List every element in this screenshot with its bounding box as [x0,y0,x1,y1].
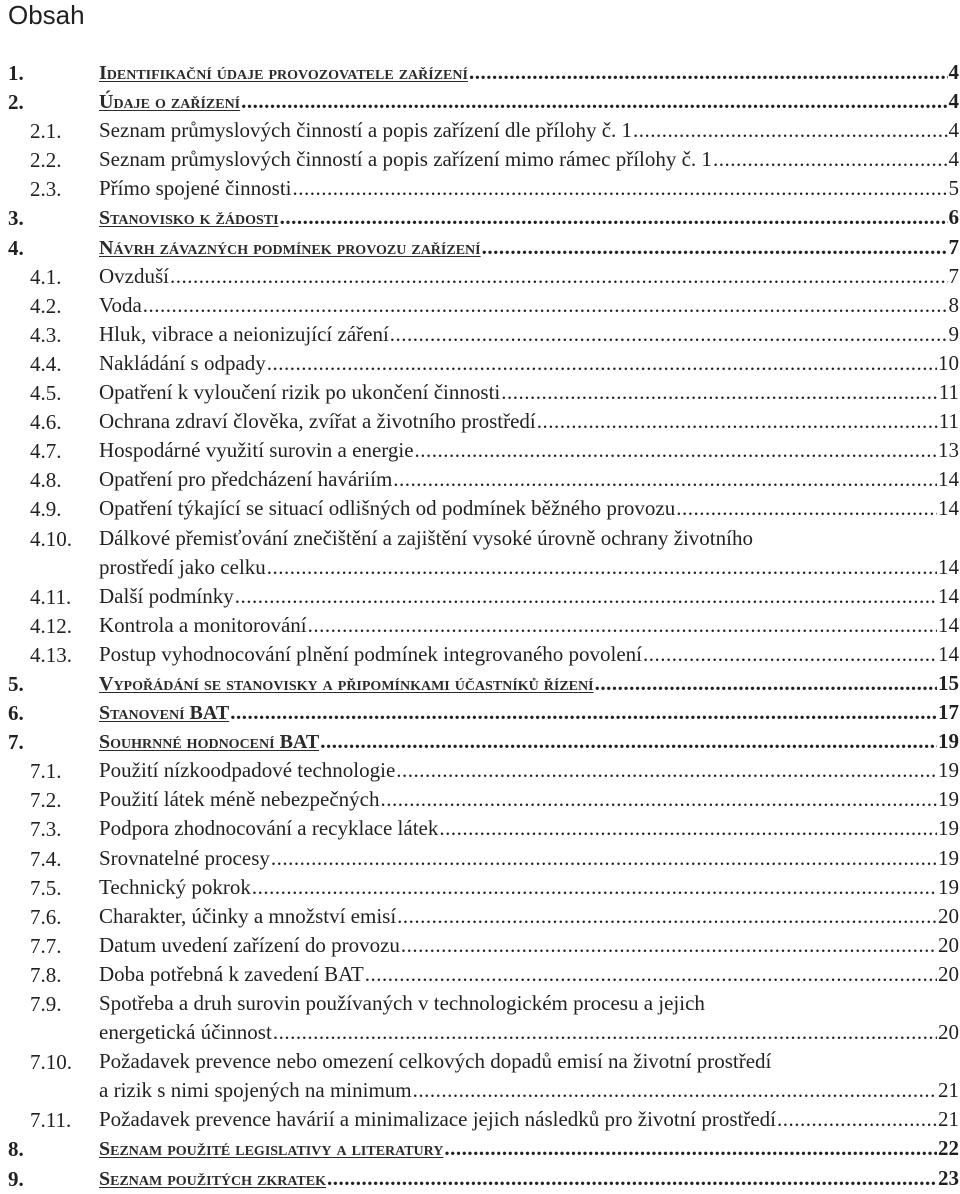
dot-leader [230,698,937,727]
toc-entry[interactable] [0,727,960,756]
toc-entry-number: 7.5. [30,875,62,900]
toc-entry-page: 4 [948,118,959,143]
toc-entry-number: 7.9. [30,992,62,1016]
toc-entry-page: 21 [938,1078,959,1103]
toc-entry-page: 15 [938,670,959,695]
toc-entry-page: 23 [938,1165,959,1190]
toc-entry-number: 7.1. [30,759,62,784]
toc-entry-page: 5 [948,176,959,201]
toc-entry[interactable] [0,320,960,349]
toc-entry[interactable] [0,989,960,1047]
toc-entry-title[interactable]: Technický pokrok [99,874,251,899]
toc-entry-number: 3. [8,206,24,231]
dot-leader [327,1164,937,1193]
toc-entry-number: 2.2. [30,148,62,173]
toc-entry[interactable] [0,1047,960,1105]
toc-entry[interactable] [0,87,960,116]
toc-entry-page: 19 [938,729,959,754]
toc-entry[interactable] [0,349,960,378]
dot-leader [320,727,937,756]
dot-leader [252,873,937,902]
dot-leader [396,756,937,785]
toc-entry-number: 4.12. [30,613,72,638]
toc-entry-page: 14 [938,554,959,579]
toc-entry-page: 14 [938,583,959,608]
toc-entry-title[interactable]: prostředí jako celku [99,554,266,579]
toc-entry-number: 4.11. [30,584,72,609]
toc-entry-title[interactable]: Opatření týkající se situací odlišných od podmínek běžného provozu [99,496,676,521]
toc-entry-page: 4 [948,147,959,172]
toc-entry[interactable] [0,58,960,87]
toc-entry-number: 7.10. [30,1050,72,1075]
toc-entry-title[interactable]: Ochrana zdraví člověka, zvířat a životního prostředí [99,409,536,434]
toc-entry-title[interactable]: Opatření k vyloučení rizik po ukončení činnosti [99,380,501,405]
toc-entry[interactable] [0,756,960,785]
toc-entry-number: 4.2. [30,293,62,318]
toc-entry-number: 4.7. [30,439,62,464]
toc-entry-number: 1. [8,61,24,85]
toc-entry-page: 14 [938,467,959,492]
dot-leader [235,582,937,611]
toc-entry-page: 6 [948,205,959,230]
toc-entry-page: 19 [938,816,959,841]
toc-entry-title[interactable]: Seznam průmyslových činností a popis zařízení dle přílohy č. 1 [99,118,633,143]
toc-entry-number: 4.10. [30,526,72,551]
dot-leader [273,1018,937,1047]
dot-leader [170,262,948,291]
toc-entry-title[interactable]: Hospodárné využití surovin a energie [99,438,414,463]
dot-leader [469,58,948,87]
toc-entry[interactable] [0,1164,960,1193]
toc-entry-title[interactable]: energetická účinnost [99,1020,272,1045]
toc-entry[interactable] [0,844,960,873]
toc-entry-page: 14 [938,641,959,666]
dot-leader [401,931,937,960]
toc-entry-title[interactable]: Spotřeba a druh surovin používaných v technologickém procesu a jejich [99,991,705,1015]
dot-leader [777,1105,937,1134]
toc-entry-number: 7.11. [30,1108,72,1133]
dot-leader [241,87,947,116]
toc-entry-page: 4 [948,89,959,114]
toc-entry[interactable] [0,669,960,698]
dot-leader [676,494,937,523]
toc-entry-title[interactable]: Použití nízkoodpadové technologie [99,758,396,783]
toc-entry-title[interactable]: Další podmínky [99,583,234,608]
toc-entry-number: 7.4. [30,846,62,871]
toc-entry-title[interactable]: Přímo spojené činnosti [99,176,292,201]
toc-entry[interactable] [0,116,960,145]
toc-entry-title[interactable]: Charakter, účinky a množství emisí [99,903,397,928]
toc-entry-title[interactable]: Stanovení BAT [99,702,230,725]
toc-entry-page: 19 [938,758,959,783]
dot-leader [444,1134,937,1163]
toc-entry[interactable] [0,378,960,407]
toc-entry-page: 11 [938,409,959,434]
dot-leader [595,669,937,698]
toc-entry-title[interactable]: Podpora zhodnocování a recyklace látek [99,816,439,841]
toc-entry[interactable] [0,174,960,203]
toc-entry-number: 4.13. [30,642,72,667]
toc-entry[interactable] [0,698,960,727]
toc-entry-title[interactable]: Vypořádání se stanovisky a připomínkami účastníků řízení [99,672,594,695]
toc-entry-page: 10 [938,350,959,375]
toc-entry-title[interactable]: Souhrnné hodnocení BAT [99,731,320,754]
toc-entry-page: 14 [938,612,959,637]
toc-entry-number: 4.1. [30,264,62,289]
page-title: Obsah [8,0,85,30]
toc-entry-number: 6. [8,701,24,726]
dot-leader [267,349,937,378]
toc-entry-number: 7.8. [30,962,62,987]
toc-entry-title[interactable]: Doba potřebná k zavedení BAT [99,961,364,986]
dot-leader [415,436,937,465]
toc-entry[interactable] [0,407,960,436]
toc-entry-page: 22 [938,1136,959,1161]
toc-entry-page: 20 [938,961,959,986]
toc-entry-title[interactable]: Seznam průmyslových činností a popis zařízení mimo rámec přílohy č. 1 [99,147,712,172]
toc-entry-page: 8 [948,292,959,317]
toc-entry-page: 20 [938,1020,959,1045]
toc-entry-title[interactable]: Srovnatelné procesy [99,845,270,870]
toc-entry[interactable] [0,931,960,960]
toc-entry-title[interactable]: Ovzduší [99,263,169,288]
table-of-contents [0,58,960,1193]
dot-leader [293,174,948,203]
dot-leader [267,553,937,582]
toc-entry-page: 21 [938,1107,959,1132]
toc-entry-title[interactable]: Seznam použitých zkratek [99,1167,326,1190]
toc-entry[interactable] [0,640,960,669]
toc-entry-number: 7.2. [30,788,62,813]
toc-entry[interactable] [0,785,960,814]
toc-entry-title[interactable]: Postup vyhodnocování plnění podmínek integrovaného povolení [99,641,643,666]
dot-leader [280,203,948,232]
toc-entry-number: 7.3. [30,817,62,842]
dot-leader [439,814,937,843]
toc-entry[interactable] [0,233,960,262]
toc-entry-number: 4. [8,235,24,260]
toc-entry-page: 17 [938,700,959,725]
toc-entry-page: 14 [938,496,959,521]
toc-entry-title[interactable]: Identifikační údaje provozovatele zařízení [99,62,468,84]
dot-leader [413,1076,937,1105]
dot-leader [633,116,947,145]
toc-entry-title[interactable]: Kontrola a monitorování [99,612,307,637]
toc-entry[interactable] [0,611,960,640]
toc-entry[interactable] [0,1105,960,1134]
dot-leader [271,844,937,873]
toc-entry-number: 2.3. [30,177,62,202]
dot-leader [501,378,938,407]
toc-entry-number: 4.8. [30,468,62,493]
toc-entry-number: 7.6. [30,904,62,929]
toc-entry-number: 4.3. [30,322,62,347]
toc-entry-number: 8. [8,1137,24,1162]
toc-entry[interactable] [0,494,960,523]
toc-entry-title[interactable]: Údaje o zařízení [99,91,241,114]
toc-entry[interactable] [0,814,960,843]
toc-entry-title[interactable]: Požadavek prevence nebo omezení celkových dopadů emisí na životní prostředí [99,1049,772,1074]
toc-entry-title[interactable]: Stanovisko k žádosti [99,207,279,230]
toc-entry-number: 4.4. [30,351,62,376]
toc-entry-number: 7.7. [30,933,62,958]
toc-entry[interactable] [0,524,960,582]
toc-entry-page: 7 [948,234,959,259]
toc-entry-page: 20 [938,903,959,928]
toc-entry[interactable] [0,960,960,989]
toc-entry-number: 5. [8,671,24,696]
toc-entry-number: 9. [8,1166,24,1191]
toc-entry-number: 2.1. [30,119,62,144]
toc-entry-title[interactable]: Seznam použité legislativy a literatury [99,1138,444,1161]
toc-entry-title[interactable]: Nakládání s odpady [99,350,266,375]
dot-leader [143,291,948,320]
toc-entry-title[interactable]: Hluk, vibrace a neionizující záření [99,321,389,346]
dot-leader [397,902,937,931]
dot-leader [365,960,937,989]
toc-entry-page: 19 [938,787,959,812]
toc-entry-title[interactable]: Dálkové přemisťování znečištění a zajištění vysoké úrovně ochrany životního [99,525,753,550]
dot-leader [390,320,948,349]
toc-entry-page: 20 [938,932,959,957]
dot-leader [380,785,937,814]
toc-entry[interactable] [0,203,960,232]
toc-entry-page: 13 [938,438,959,463]
dot-leader [482,233,948,262]
toc-entry-page: 19 [938,874,959,899]
toc-entry-page: 9 [948,321,959,346]
toc-entry-page: 19 [938,845,959,870]
toc-entry-number: 2. [8,90,24,115]
toc-entry-number: 7. [8,730,24,755]
toc-entry[interactable] [0,145,960,174]
toc-entry[interactable] [0,902,960,931]
toc-entry-number: 4.5. [30,381,62,406]
toc-entry[interactable] [0,1134,960,1163]
toc-entry-title[interactable]: Voda [99,292,142,317]
dot-leader [643,640,937,669]
toc-entry-title[interactable]: Datum uvedení zařízení do provozu [99,932,400,957]
toc-entry-title[interactable]: Použití látek méně nebezpečných [99,787,380,812]
toc-entry-title[interactable]: a rizik s nimi spojených na minimum [99,1078,412,1103]
toc-entry-title[interactable]: Opatření pro předcházení haváriím [99,467,393,492]
toc-entry-title[interactable]: Návrh závazných podmínek provozu zařízení [99,236,481,259]
toc-entry-number: 4.9. [30,497,62,522]
toc-entry[interactable] [0,291,960,320]
toc-entry-page: 4 [948,60,959,84]
toc-entry[interactable] [0,262,960,291]
toc-entry[interactable] [0,436,960,465]
toc-entry[interactable] [0,873,960,902]
toc-entry-page: 11 [938,380,959,405]
toc-entry[interactable] [0,465,960,494]
toc-entry-number: 4.6. [30,410,62,435]
toc-entry-page: 7 [948,263,959,288]
toc-entry-title[interactable]: Požadavek prevence havárií a minimalizace jejich následků pro životní prostředí [99,1107,776,1132]
dot-leader [537,407,938,436]
dot-leader [308,611,937,640]
toc-entry[interactable] [0,582,960,611]
dot-leader [393,465,937,494]
dot-leader [713,145,948,174]
